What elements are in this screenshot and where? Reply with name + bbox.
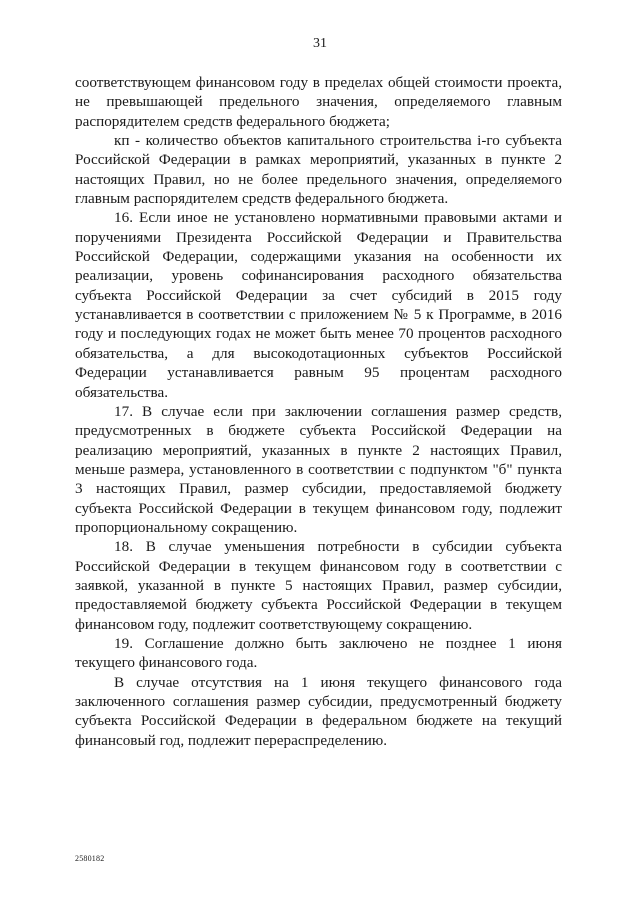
document-body	[75, 73, 562, 750]
paragraph-17: 17. В случае если при заключении соглашения размер средств, предусмотренных в бюджете субъекта Российской Федерации на реализацию мероприятий, указанных в пункте 2 настоящих Правил, меньше размера, установленного в соответствии с подпунктом "б" пункта 3 настоящих Правил, размер субсидии, предоставляемой бюджету субъекта Российской Федерации в текущем финансовом году, подлежит пропорциональному сокращению.	[75, 402, 562, 536]
paragraph-18: 18. В случае уменьшения потребности в субсидии субъекта Российской Федерации в текущем финансовом году в соответствии с заявкой, указанной в пункте 5 настоящих Правил, размер субсидии, предоставляемой бюджету субъекта Российской Федерации в текущем финансовом году, подлежит соответствующему сокращению.	[75, 538, 562, 633]
paragraph-16: 16. Если иное не установлено нормативными правовыми актами и поручениями Президента Российской Федерации и Правительства Российской Федерации, содержащими указания на особенности их реализации, уровень софинансирования расходного обязательства субъекта Российской Федерации за счет субсидий в 2015 году устанавливается в соответствии с приложением № 5 к Программе, в 2016 году и последующих годах не может быть менее 70 процентов расходного обязательства, а для высокодотационных субъектов Российской Федерации устанавливается равным 95 процентам расходного обязательства.	[75, 209, 562, 401]
page-number: 31	[313, 36, 327, 51]
paragraph-19: 19. Соглашение должно быть заключено не позднее 1 июня текущего финансового года.	[75, 634, 562, 672]
paragraph-continuation: соответствующем финансовом году в пределах общей стоимости проекта, не превышающей предельного значения, определяемого главным распорядителем средств федерального бюджета;	[75, 74, 562, 130]
paragraph-19-continuation: В случае отсутствия на 1 июня текущего финансового года заключенного соглашения размер субсидии, предусмотренный бюджету субъекта Российской Федерации в федеральном бюджете на текущий финансовый год, подлежит перераспределению.	[75, 673, 562, 749]
document-code: 2580182	[75, 854, 105, 863]
paragraph-kp-definition: кп - количество объектов капитального строительства i-го субъекта Российской Федерации в рамках мероприятий, указанных в пункте 2 настоящих Правил, но не более предельного значения, определяемого главным распорядителем средств федерального бюджета.	[75, 132, 562, 208]
